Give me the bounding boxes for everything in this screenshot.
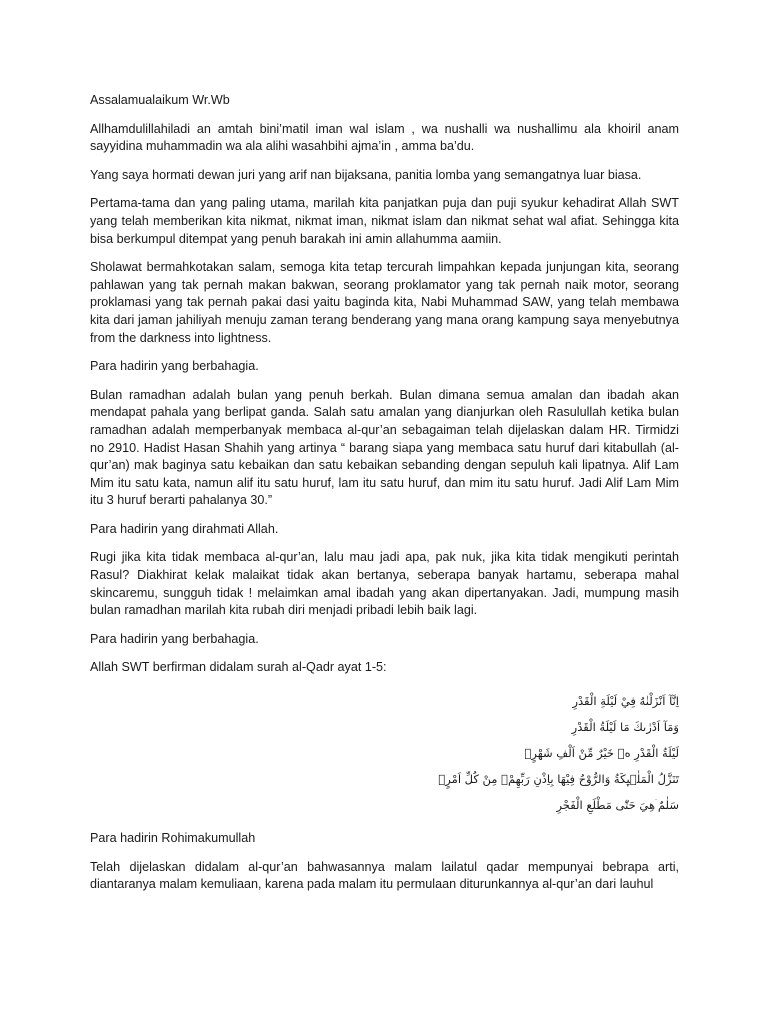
surah-al-qadr-verses [90, 688, 679, 818]
ayat-3: لَيْلَةُ الْقَدْرِ ەۙ خَيْرٌ مِّنْ اَلْفِ شَهْرٍۗ [524, 746, 679, 761]
ayat-2: وَمَآ اَدْرٰىكَ مَا لَيْلَةُ الْقَدْرِ [571, 720, 679, 735]
paragraph-respects: Yang saya hormati dewan juri yang arif nan bijaksana, panitia lomba yang semangatnya luar biasa. [90, 167, 642, 182]
paragraph-gratitude: Pertama-tama dan yang paling utama, marilah kita panjatkan puja dan puji syukur kehadirat Allah SWT yang telah memberikan kita nikmat, nikmat iman, nikmat islam dan nikmat sehat wal afiat. Sehingga kita bisa berkumpul ditempat yang penuh barakah ini amin allahumma aamiin. [90, 196, 679, 246]
paragraph-address-1: Para hadirin yang berbahagia. [90, 359, 259, 374]
closing-paragraph: Telah dijelaskan didalam al-qur’an bahwasannya malam lailatul qadar mempunyai bebrapa arti, diantaranya malam kemuliaan, karena pada malam itu permulaan diturunkannya al-qur’an dari lauhul [90, 859, 679, 892]
paragraph-sholawat: Sholawat bermahkotakan salam, semoga kita tetap tercurah limpahkan kepada junjungan kita, seorang pahlawan yang tak pernah makan bakwan, seorang proklamator yang tak pernah naik motor, seorang proklamasi yang tak pernah pakai dasi yaitu baginda kita, Nabi Muhammad SAW, yang telah membawa kita dari jaman jahiliyah menuju zaman terang benderang yang mana orang kampung saya menyebutnya from the darkness into lightness. [90, 260, 679, 345]
closing-heading: Para hadirin Rohimakumullah [90, 831, 256, 846]
paragraph-address-2: Para hadirin yang dirahmati Allah. [90, 521, 279, 536]
ayat-4: تَنَزَّلُ الْمَلٰۤىِٕكَةُ وَالرُّوْحُ فِيْهَا بِاِذْنِ رَبِّهِمْۚ مِنْ كُلِّ اَمْرٍۛ [438, 772, 679, 787]
paragraph-surah-intro: Allah SWT berfirman didalam surah al-Qadr ayat 1-5: [90, 660, 387, 675]
document-page [90, 92, 679, 905]
paragraph-address-3: Para hadirin yang berbahagia. [90, 631, 259, 646]
paragraph-ramadhan: Bulan ramadhan adalah bulan yang penuh berkah. Bulan dimana semua amalan dan ibadah akan mendapat pahala yang berlipat ganda. Salah satu amalan yang dianjurkan oleh Rasulullah ketika bulan ramadhan adalah memperbanyak membaca al-qur’an sebagaiman telah dijelaskan dalam HR. Tirmidzi no 2910. Hadist Hasan Shahih yang artinya “ barang siapa yang membaca satu huruf dari kitabullah (al-qur’an) mak baginya satu kebaikan dan satu kebaikan sebanding dengan sepuluh kali lipatnya. Alif Lam Mim itu satu kata, namun alif itu satu huruf, lam itu satu huruf, dan mim itu satu huruf. Jadi Alif Lam Mim itu 3 huruf berarti pahalanya 30.” [90, 387, 679, 508]
ayat-5: سَلٰمٌ ۛهِيَ حَتّٰى مَطْلَعِ الْفَجْرِ [556, 798, 679, 813]
ayat-1: اِنَّآ اَنْزَلْنٰهُ فِيْ لَيْلَةِ الْقَدْرِ [572, 694, 679, 709]
greeting: Assalamualaikum Wr.Wb [90, 93, 230, 107]
paragraph-opening-prayer: Allhamdulillahiladi an amtah bini’matil iman wal islam , wa nushalli wa nushallimu ala khoiril anam sayyidina muhammadin wa ala alihi wasahbihi ajma’in , amma ba’du. [90, 121, 679, 154]
paragraph-reminder: Rugi jika kita tidak membaca al-qur’an, lalu mau jadi apa, pak nuk, jika kita tidak mengikuti perintah Rasul? Diakhirat kelak malaikat tidak akan bertanya, seberapa banyak hartamu, seberapa mahal skincaremu, sungguh tidak ! melaimkan amal ibadah yang akan dipertanyakan. Jadi, mumpung masih bulan ramadhan marilah kita rubah diri menjadi pribadi lebih baik lagi. [90, 550, 679, 618]
